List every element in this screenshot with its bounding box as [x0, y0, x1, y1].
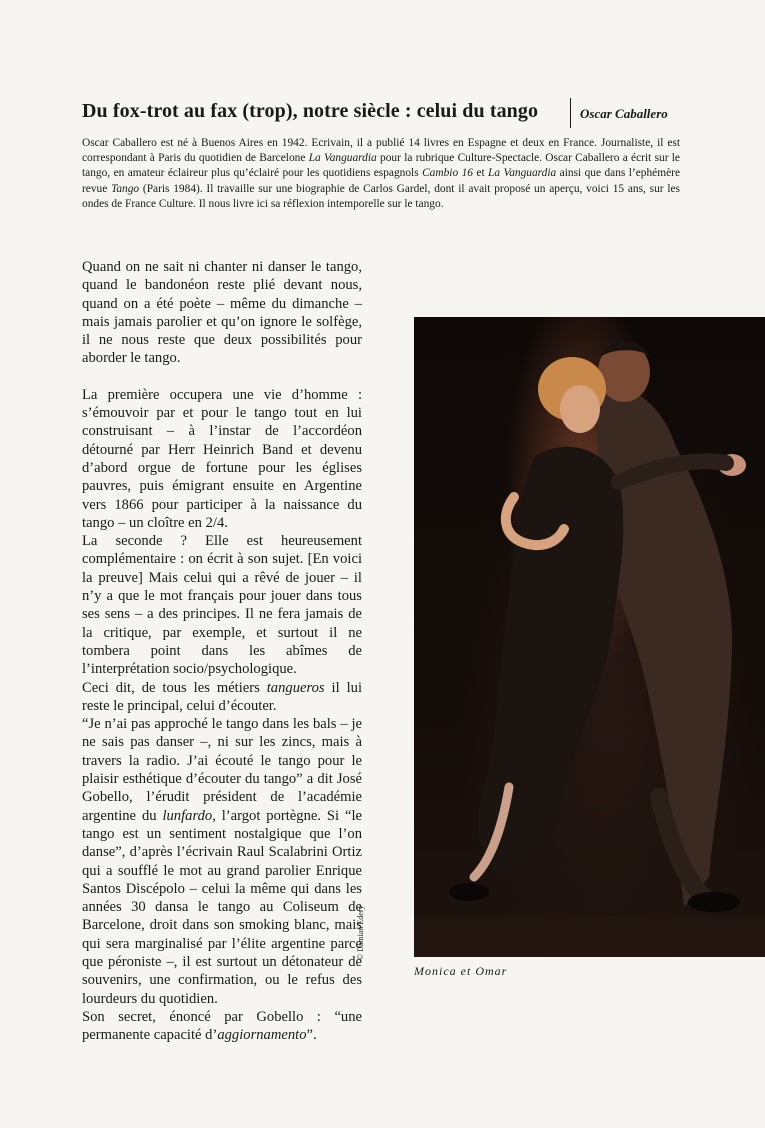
body-paragraph — [82, 679, 362, 716]
intro-text: Oscar Caballero est né à Buenos Aires en 1942. Ecrivain, il a publié 14 livres en Espagne et deux en France. Journaliste, il est correspondant à Paris du quotidien de Barcelone — [82, 137, 680, 165]
body-text: , l’argot portègne. Si “le tango est un sentiment nostalgique que l’on danse”, d’après l’écrivain Raul Scalabrini Ortiz qui a soufflé le mot au grand parolier Enrique Santos Discépolo – celui la même qui dans les années 30 dansa le tango au Coliseum de Barcelone, droit dans son smoking blanc, mais qui sera marginalisé par l’élite argentine parce que péroniste –, il est surtout un détonateur de souvenirs, une confirmation, ou le refus des lourdeurs du quotidien. — [82, 807, 363, 1007]
body-text: “Je n’ai pas approché le tango dans les bals – je ne sais pas danser –, ni sur les zincs, mais à travers la radio. J’ai écouté le tango pour le plaisir esthétique d’écouter du tango” a dit José Gobello, l’érudit président de l’académie argentine du — [82, 716, 362, 824]
body-text: ”. — [306, 1027, 317, 1044]
body-paragraph: La première occupera une vie d’homme : s’émouvoir par et pour le tango tout en lui construisant – à l’instar de l’accordéon détourné par Herr Heinrich Band et devenu d’abord orgue de fortune pour les églises pauvres, puis émigrant ensuite en Argentine vers 1866 pour participer à la naissance du tango – un cloître en 2/4. — [82, 386, 362, 531]
body-text: il lui reste le principal, celui d’écouter. — [82, 679, 362, 714]
body-paragraph: Quand on ne sait ni chanter ni danser le tango, quand le bandonéon reste plié devant nous, quand on a été poète – même du dimanche – mais jamais parolier et qu’on ignore le solfège, il ne nous reste que deux possibilités pour aborder le tango. — [82, 259, 362, 367]
photo-caption: Monica et Omar — [414, 964, 508, 978]
body-text: Ceci dit, de tous les métiers — [82, 679, 267, 696]
intro-text: et — [472, 167, 489, 180]
intro-italic: Tango — [111, 182, 140, 195]
intro-text: (Paris 1984). Il travaille sur une biographie de Carlos Gardel, dont il avait proposé un aperçu, voici 15 ans, sur les ondes de France Culture. Il nous livre ici sa réflexion intemporelle sur le tango. — [82, 182, 680, 210]
article-title: Du fox-trot au fax (trop), notre siècle : celui du tango — [82, 100, 539, 122]
body-paragraph: La seconde ? Elle est heureusement complémentaire : on écrit à son sujet. [En voici la preuve] Mais celui qui a rêvé de jouer – il n’y a que le mot français pour jouer dans tous ses sens – a des principes. Il ne fera jamais de la critique, par exemple, et surtout il ne tombera point dans les abîmes de l’interprétation socio/psychologique. — [82, 533, 362, 678]
intro-text: ainsi que dans l’ephémère revue — [82, 167, 681, 195]
dancers-illustration — [414, 317, 765, 957]
intro-paragraph — [82, 136, 680, 212]
body-text: Son secret, énoncé par Gobello : “une permanente capacité d’ — [82, 1008, 362, 1044]
body-paragraph — [82, 1008, 362, 1045]
article-body — [82, 258, 362, 1044]
photo-credit: © Damian Edery — [356, 905, 365, 960]
intro-text: pour la rubrique Culture-Spectacle. Oscar Caballero a écrit sur le tango, en amateur éclaireur plus qu’éclairé pour les quotidiens espagnols — [82, 152, 680, 180]
body-italic: tangueros — [266, 679, 325, 696]
title-divider — [570, 98, 571, 128]
author-name: Oscar Caballero — [580, 106, 668, 121]
intro-italic: La Vanguardia — [308, 152, 377, 165]
body-italic: lunfardo — [162, 807, 213, 824]
author-intro — [82, 136, 680, 212]
tango-dancers-photo — [414, 317, 765, 957]
body-italic: aggiornamento — [217, 1027, 307, 1044]
body-paragraph — [82, 715, 362, 1008]
intro-italic: Cambio 16 — [422, 167, 473, 180]
intro-italic: La Vanguardia — [488, 167, 557, 180]
